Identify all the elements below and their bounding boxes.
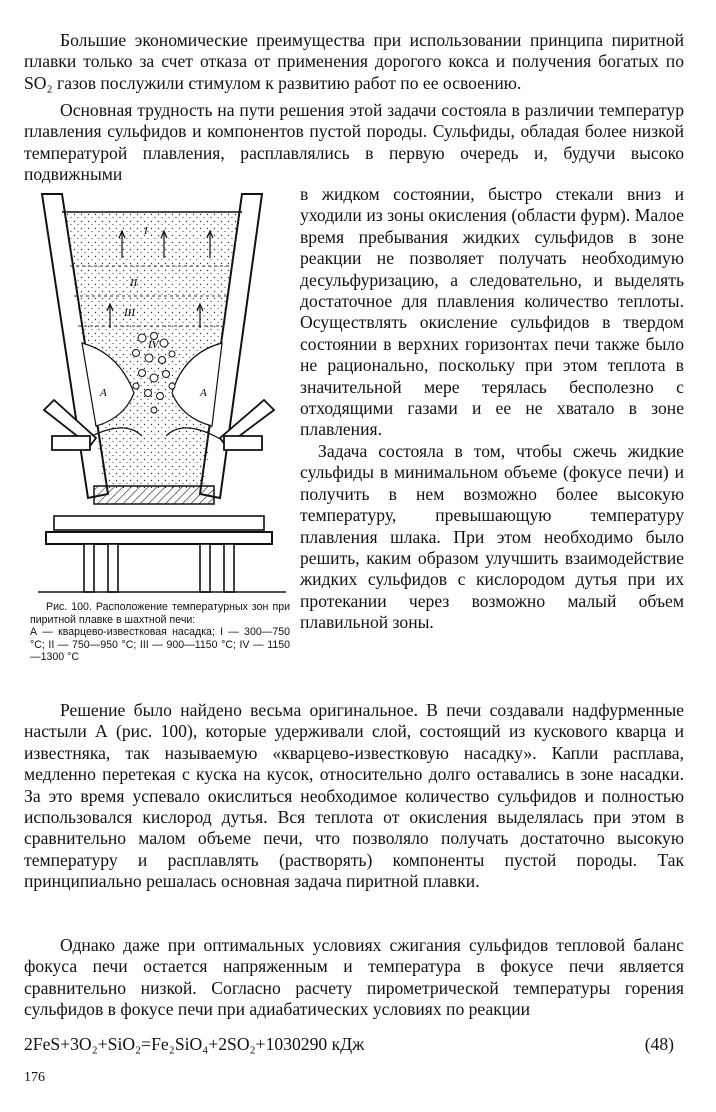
zone-label-1: I [144, 225, 148, 237]
intro-paragraph: Большие экономические преимущества при использовании принципа пиритной плавки только за счет отказа от применения дорогого кокса и получения богатых по SO₂ газов послужили стимулом к развитию работ по ее освоению. [24, 30, 684, 93]
zone-label-4: IV [148, 339, 159, 351]
paragraph-main-difficulty: Основная трудность на пути решения этой задачи состояла в различии температур плавления сульфидов и компонентов пустой породы. Сульфиды, обладая более низкой температурой плавления, расплавлялись в первую очередь и, будучи высоко подвижными [24, 100, 684, 185]
figure-caption [30, 601, 290, 664]
caption-body: А — кварцево-известковая насадка; I — 300—750 °С; II — 750—950 °С; III — 900—1150 °С; IV — 1150—1300 °С [30, 626, 290, 664]
text-column-right [300, 184, 684, 634]
hearth [94, 486, 214, 504]
equation-number: (48) [644, 1034, 674, 1054]
zone-label-a-right: А [200, 387, 207, 399]
paragraph-heat-balance: Однако даже при оптимальных условиях сжигания сульфидов тепловой баланс фокуса печи остается напряженным и температура в фокусе печи является сравнительно низкой. Согласно расчету пирометрической температуры горения сульфидов в фокусе печи при адиабатических условиях по реакции [24, 935, 684, 1020]
furnace-diagram [24, 178, 294, 598]
column-paragraph-continuation: в жидком состоянии, быстро стекали вниз и уходили из зоны окисления (области фурм). Малое время пребывания жидких сульфидов в зоне реакции не позволяет получать необходимую десульфуризацию, а следовательно, и выделять достаточное для плавления количество теплоты. Осуществлять окисление сульфидов в твердом состоянии в верхних горизонтах печи также было не рационально, поскольку при этом теплота в значительной мере терялась бесполезно с отходящими газами и ее не хватало в зоне плавления. [300, 184, 684, 440]
caption-title: Рис. 100. Расположение температурных зон при пиритной плавке в шахтной печи: [30, 601, 290, 626]
zone-label-3: III [124, 307, 135, 319]
zone-label-a-left: А [100, 387, 107, 399]
column-paragraph-task: Задача состояла в том, чтобы сжечь жидкие сульфиды в минимальном объеме (фокусе печи) и получить в нем возможно более высокую температуру, превышающую температуру плавления шлака. При этом необходимо было решить, каким образом улучшить взаимодействие жидких сульфидов с кислородом дутья при их протекании через возможно малый объем плавильной зоны. [300, 440, 684, 633]
paragraph-solution: Решение было найдено весьма оригинальное. В печи создавали надфурменные настыли А (рис. 100), которые удерживали слой, состоящий из кускового кварца и известняка, так называемую «кварцево-известковую насадку». Капли расплава, медленно перетекая с куска на кусок, относительно долго оставались в зоне насадки. За это время успевало окислиться необходимое количество сульфидов и полностью использовался кислород дутья. Вся теплота от окисления выделялась при этом в сравнительно малом объеме печи, что позволяло получать достаточно высокую температуру и расплавлять (растворять) компоненты пустой породы. Так принципиально решалась основная задача пиритной плавки. [24, 700, 684, 892]
equation-formula: 2FeS+3O₂+SiO₂=Fe₂SiO₄+2SO₂+1030290 кДж [24, 1034, 365, 1054]
base-platform [46, 532, 272, 544]
figure-100-furnace [24, 178, 294, 598]
equation-48 [24, 1034, 674, 1060]
page-number: 176 [24, 1070, 45, 1085]
zone-label-2: II [130, 277, 138, 289]
